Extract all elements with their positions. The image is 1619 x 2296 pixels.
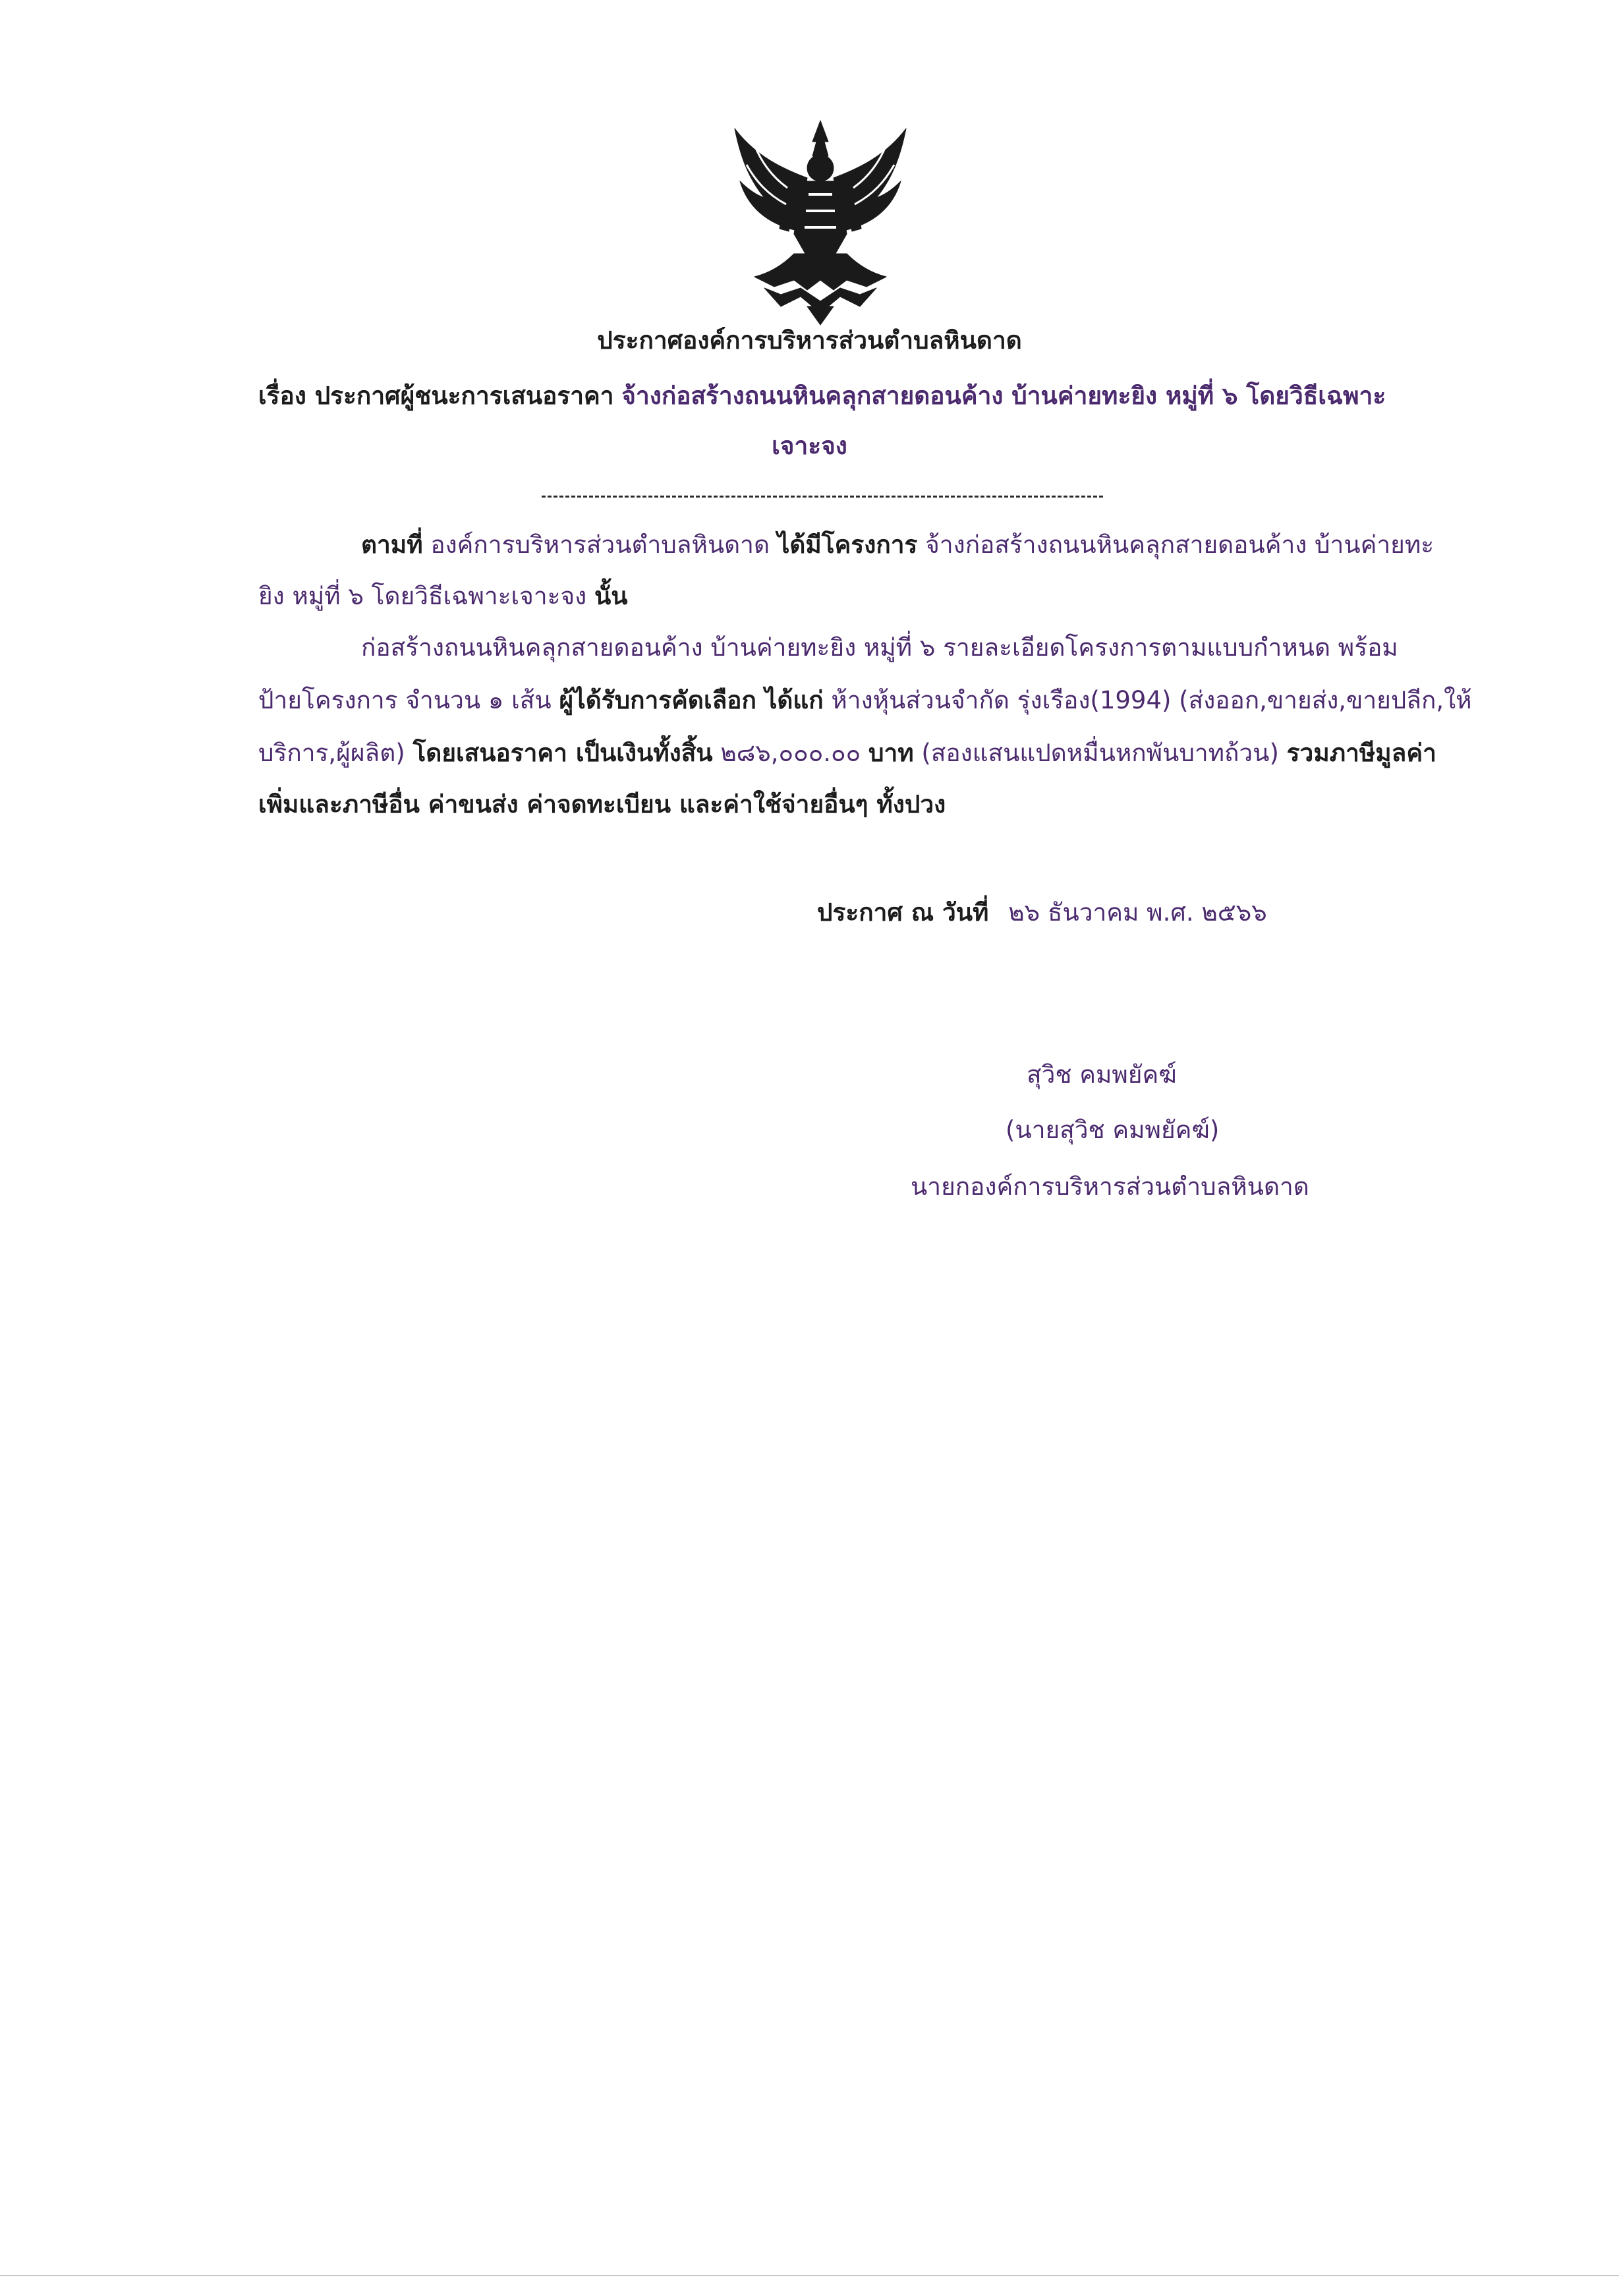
announce-label: ประกาศ ณ วันที่ bbox=[817, 898, 989, 927]
announce-date: ๒๖ ธันวาคม พ.ศ. ๒๕๖๖ bbox=[1008, 898, 1267, 927]
subject-project-continued: เจาะจง bbox=[772, 432, 847, 460]
p2-winner-cont: บริการ,ผู้ผลิต) bbox=[258, 739, 405, 767]
document-title: ประกาศองค์การบริหารส่วนตำบลหินดาด bbox=[597, 326, 1022, 355]
p2-qty: ป้ายโครงการ จำนวน ๑ เส้น bbox=[258, 686, 552, 714]
signature-full-name: (นายสุวิช คมพยัคฆ์) bbox=[1006, 1116, 1220, 1144]
separator-dashes bbox=[542, 496, 1103, 498]
signature-name: สุวิช คมพยัคฆ์ bbox=[1027, 1060, 1177, 1089]
p2-price-words: (สองแสนแปดหมื่นหกพันบาทถ้วน) bbox=[921, 739, 1279, 767]
subject-label: เรื่อง ประกาศผู้ชนะการเสนอราคา bbox=[258, 382, 614, 410]
p2-winner: ห้างหุ้นส่วนจำกัด รุ่งเรือง(1994) (ส่งออก,ขายส่ง,ขายปลีก,ให้ bbox=[831, 686, 1472, 714]
announcement-date-line bbox=[817, 900, 1267, 925]
paragraph-2-line-1: ก่อสร้างถนนหินคลุกสายดอนค้าง บ้านค่ายทะยิง หมู่ที่ ๖ รายละเอียดโครงการตามแบบกำหนด พร้อม bbox=[361, 633, 1398, 662]
paragraph-2-line-3 bbox=[258, 741, 1436, 765]
p2-price-amount: ๒๘๖,๐๐๐.๐๐ bbox=[720, 739, 861, 767]
subject-project: จ้างก่อสร้างถนนหินคลุกสายดอนค้าง บ้านค่ายทะยิง หมู่ที่ ๖ โดยวิธีเฉพาะ bbox=[621, 382, 1386, 410]
p1-end: นั้น bbox=[594, 582, 628, 610]
paragraph-1-line-1 bbox=[361, 532, 1434, 557]
p1-project: จ้างก่อสร้างถนนหินคลุกสายดอนค้าง บ้านค่ายทะ bbox=[925, 531, 1434, 559]
paragraph-2-line-4: เพิ่มและภาษีอื่น ค่าขนส่ง ค่าจดทะเบียน และค่าใช้จ่ายอื่นๆ ทั้งปวง bbox=[258, 790, 946, 818]
p1-agency: องค์การบริหารส่วนตำบลหินดาด bbox=[430, 531, 770, 559]
paragraph-2-line-2 bbox=[258, 688, 1472, 712]
paragraph-1-line-2 bbox=[258, 584, 628, 608]
p2-vat-label: รวมภาษีมูลค่า bbox=[1286, 739, 1436, 767]
garuda-emblem bbox=[728, 115, 913, 326]
p2-winner-label: ผู้ได้รับการคัดเลือก ได้แก่ bbox=[559, 686, 824, 714]
p1-lead: ตามที่ bbox=[361, 531, 423, 559]
page-bottom-edge bbox=[0, 2275, 1619, 2276]
p1-has-project: ได้มีโครงการ bbox=[777, 531, 918, 559]
p2-baht: บาท bbox=[868, 739, 914, 767]
subject-line bbox=[258, 384, 1386, 408]
p2-price-label: โดยเสนอราคา เป็นเงินทั้งสิ้น bbox=[412, 739, 713, 767]
signature-position: นายกองค์การบริหารส่วนตำบลหินดาด bbox=[911, 1172, 1309, 1201]
p1-project-cont: ยิง หมู่ที่ ๖ โดยวิธีเฉพาะเจาะจง bbox=[258, 582, 587, 610]
